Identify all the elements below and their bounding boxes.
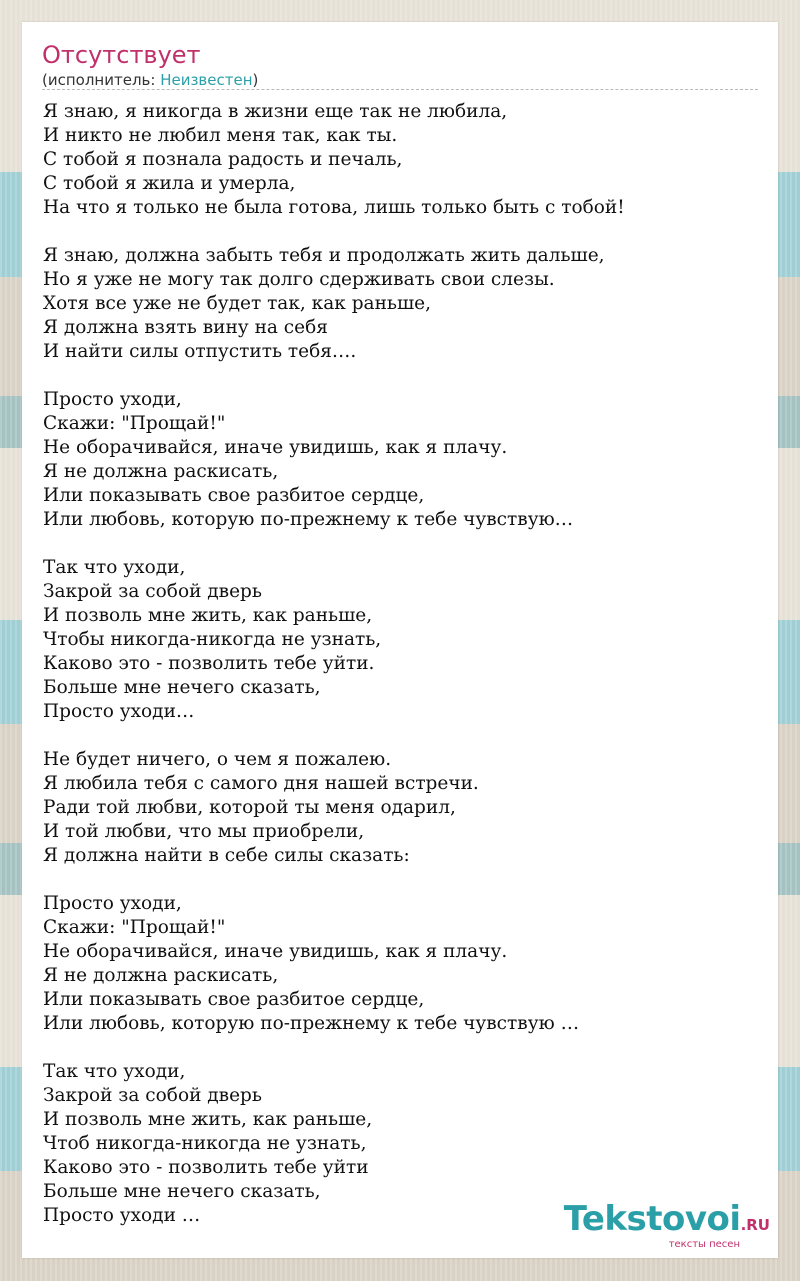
stanza-break [43, 220, 758, 244]
logo-tagline: тексты песен [668, 1239, 740, 1250]
performer-suffix: ) [252, 71, 259, 89]
lyric-line: Скажи: "Прощай!" [43, 413, 226, 434]
song-title: Отсутствует [42, 41, 201, 69]
lyric-line: Каково это - позволить тебе уйти [43, 1157, 369, 1178]
lyric-line: Я знаю, я никогда в жизни еще так не любила, [43, 101, 508, 122]
lyric-line: И позволь мне жить, как раньше, [43, 605, 373, 626]
lyric-line: Больше мне нечего сказать, [43, 677, 321, 698]
performer-prefix: (исполнитель: [42, 71, 161, 89]
lyric-line: С тобой я жила и умерла, [43, 173, 296, 194]
lyric-line: С тобой я познала радость и печаль, [43, 149, 403, 170]
lyric-line: Или любовь, которую по-прежнему к тебе чувствую … [43, 1013, 580, 1034]
lyric-line: Скажи: "Прощай!" [43, 917, 226, 938]
lyric-line: Я должна найти в себе силы сказать: [43, 845, 410, 866]
lyric-line: Я знаю, должна забыть тебя и продолжать жить дальше, [43, 245, 605, 266]
lyric-line: Я не должна раскисать, [43, 461, 279, 482]
lyric-line: Просто уходи, [43, 893, 182, 914]
lyric-line: На что я только не была готова, лишь только быть с тобой! [43, 197, 625, 218]
site-logo[interactable] [563, 1199, 770, 1250]
lyric-line: Не будет ничего, о чем я пожалею. [43, 749, 392, 770]
lyric-line: Просто уходи, [43, 389, 182, 410]
logo-name: Tekstovoi [563, 1199, 741, 1239]
lyric-line: Я не должна раскисать, [43, 965, 279, 986]
lyric-line: Так что уходи, [43, 557, 186, 578]
lyric-line: Ради той любви, которой ты меня одарил, [43, 797, 456, 818]
lyric-line: Каково это - позволить тебе уйти. [43, 653, 375, 674]
lyrics-card [22, 22, 778, 1258]
performer-line [42, 70, 258, 90]
lyric-line: Закрой за собой дверь [43, 581, 262, 602]
logo-wordmark [563, 1199, 770, 1242]
logo-tld: .RU [740, 1216, 770, 1234]
lyric-line: Просто уходи … [43, 1205, 201, 1226]
lyric-line: Так что уходи, [43, 1061, 186, 1082]
stanza-break [43, 532, 758, 556]
stanza-break [43, 364, 758, 388]
lyric-line: Чтоб никогда-никогда не узнать, [43, 1133, 367, 1154]
lyric-line: Не оборачивайся, иначе увидишь, как я плачу. [43, 941, 508, 962]
lyric-line: И позволь мне жить, как раньше, [43, 1109, 373, 1130]
artist-link[interactable]: Неизвестен [160, 71, 253, 89]
lyric-line: Закрой за собой дверь [43, 1085, 262, 1106]
lyric-line: И найти силы отпустить тебя…. [43, 341, 357, 362]
lyric-line: Чтобы никогда-никогда не узнать, [43, 629, 382, 650]
lyric-line: И никто не любил меня так, как ты. [43, 125, 398, 146]
stanza-break [43, 868, 758, 892]
lyric-line: Просто уходи… [43, 701, 195, 722]
lyric-line: Я любила тебя с самого дня нашей встречи. [43, 773, 479, 794]
lyric-line: Или любовь, которую по-прежнему к тебе чувствую… [43, 509, 574, 530]
lyrics-text [43, 100, 758, 1228]
lyric-line: Больше мне нечего сказать, [43, 1181, 321, 1202]
lyric-line: Или показывать свое разбитое сердце, [43, 989, 425, 1010]
lyric-line: Хотя все уже не будет так, как раньше, [43, 293, 431, 314]
lyric-line: Не оборачивайся, иначе увидишь, как я плачу. [43, 437, 508, 458]
stanza-break [43, 1036, 758, 1060]
lyric-line: Я должна взять вину на себя [43, 317, 328, 338]
lyric-line: Но я уже не могу так долго сдерживать свои слезы. [43, 269, 555, 290]
lyric-line: Или показывать свое разбитое сердце, [43, 485, 425, 506]
title-divider [42, 89, 758, 90]
lyric-line: И той любви, что мы приобрели, [43, 821, 365, 842]
stanza-break [43, 724, 758, 748]
